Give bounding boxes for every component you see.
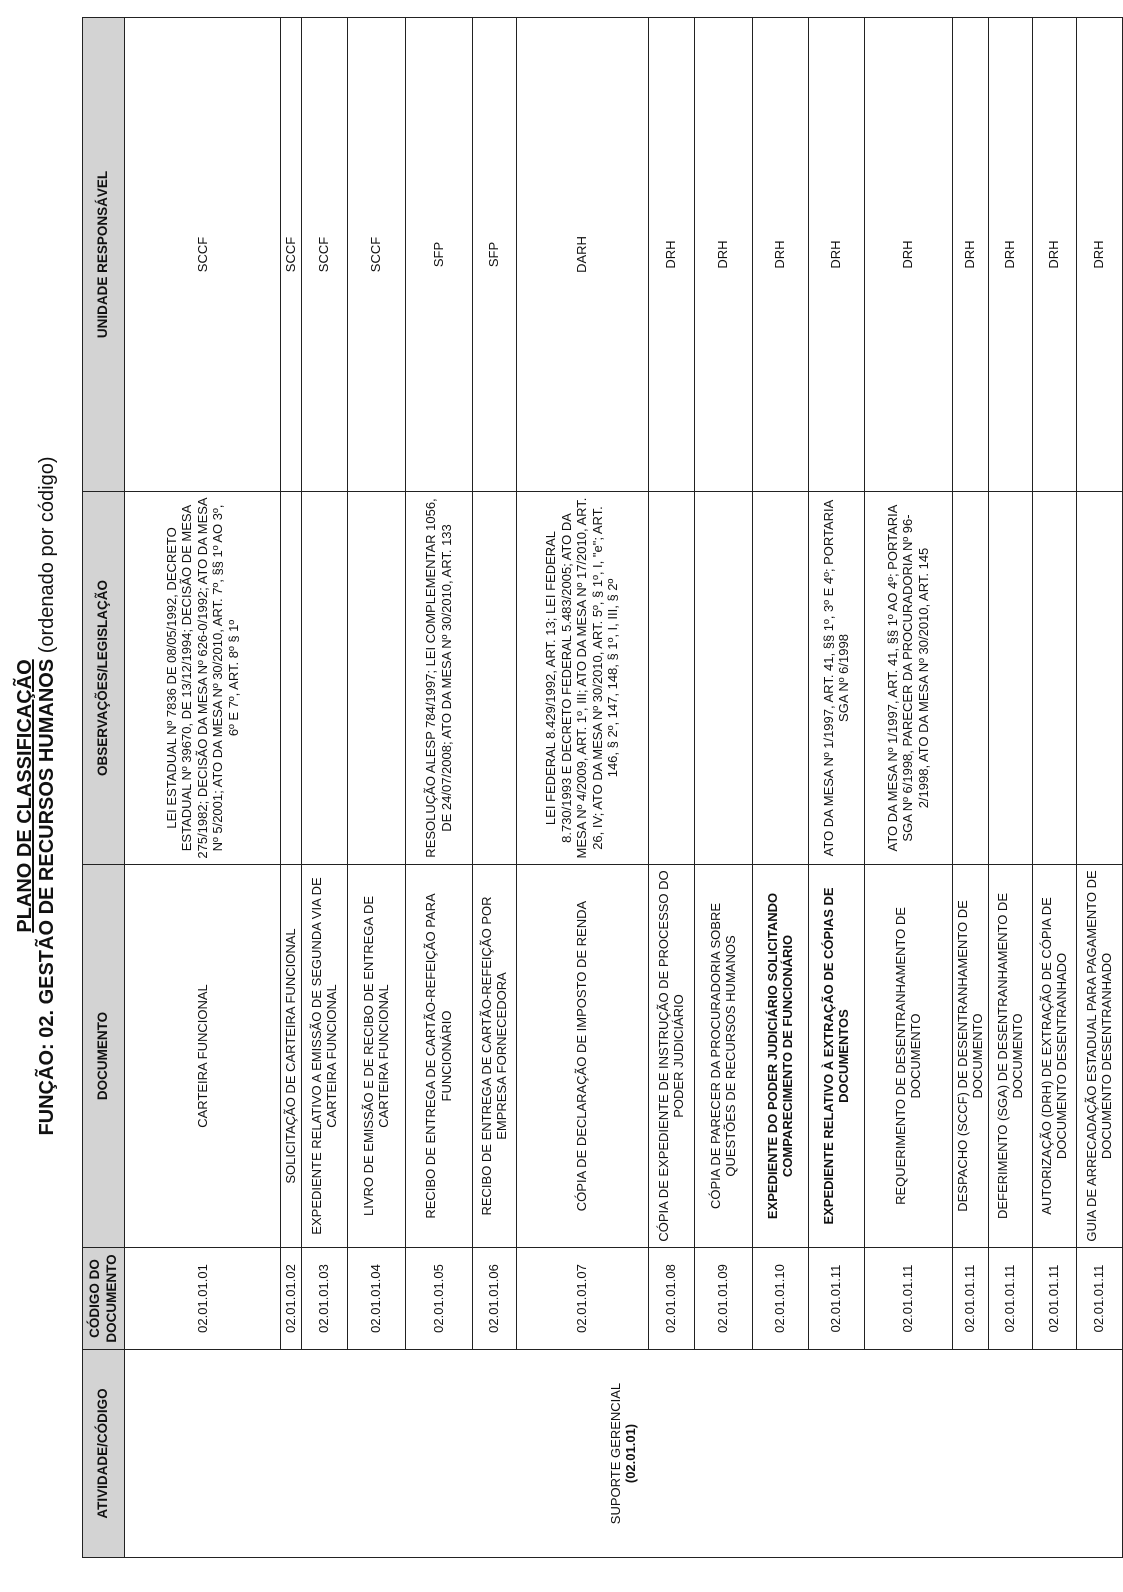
- responsible-unit-cell: DRH: [808, 18, 864, 492]
- responsible-unit-cell: SFP: [472, 18, 516, 492]
- legislation-cell: [648, 492, 694, 865]
- responsible-unit-cell: DRH: [648, 18, 694, 492]
- document-name-cell: LIVRO DE EMISSÃO E DE RECIBO DE ENTREGA DE CARTEIRA FUNCIONAL: [347, 865, 405, 1248]
- document-code-cell: 02.01.01.11: [1076, 1248, 1122, 1350]
- responsible-unit-cell: SCCF: [281, 18, 302, 492]
- header-observacoes: OBSERVAÇÕES/LEGISLAÇÃO: [83, 492, 125, 865]
- document-name-cell: CÓPIA DE PARECER DA PROCURADORIA SOBRE QUESTÕES DE RECURSOS HUMANOS: [694, 865, 752, 1248]
- table-row: [516, 18, 648, 1558]
- document-name-cell: CARTEIRA FUNCIONAL: [125, 865, 281, 1248]
- classification-table-main: [82, 17, 1123, 1558]
- legislation-cell: [281, 492, 302, 865]
- function-title: [36, 0, 59, 1592]
- header-codigo: CÓDIGO DO DOCUMENTO: [83, 1248, 125, 1350]
- legislation-cell: RESOLUÇÃO ALESP 784/1997; LEI COMPLEMENTAR 1056, DE 24/07/2008; ATO DA MESA Nº 30/2010, ART. 133: [405, 492, 472, 865]
- header-documento: DOCUMENTO: [83, 865, 125, 1248]
- document-code-cell: 02.01.01.01: [125, 1248, 281, 1350]
- document-name-cell: EXPEDIENTE DO PODER JUDICIÁRIO SOLICITANDO COMPARECIMENTO DE FUNCIONÁRIO: [752, 865, 808, 1248]
- legislation-cell: [1032, 492, 1076, 865]
- document-name-cell: RECIBO DE ENTREGA DE CARTÃO-REFEIÇÃO POR EMPRESA FORNECEDORA: [472, 865, 516, 1248]
- responsible-unit-cell: DRH: [1032, 18, 1076, 492]
- document-name-cell: EXPEDIENTE RELATIVO À EXTRAÇÃO DE CÓPIAS DE DOCUMENTOS: [808, 865, 864, 1248]
- responsible-unit-cell: DRH: [952, 18, 988, 492]
- document-code-cell: 02.01.01.09: [694, 1248, 752, 1350]
- responsible-unit-cell: DRH: [694, 18, 752, 492]
- table-row: [472, 18, 516, 1558]
- responsible-unit-cell: DRH: [864, 18, 952, 492]
- activity-code: (02.01.01): [623, 1423, 639, 1484]
- responsible-unit-cell: DRH: [752, 18, 808, 492]
- activity-name: SUPORTE GERENCIAL: [607, 1382, 623, 1525]
- function-order-note: (ordenado por código): [36, 456, 58, 654]
- table-row: [808, 18, 864, 1558]
- table-row: [648, 18, 694, 1558]
- document-code-cell: 02.01.01.03: [301, 1248, 347, 1350]
- document-name-cell: CÓPIA DE EXPEDIENTE DE INSTRUÇÃO DE PROCESSO DO PODER JUDICIÁRIO: [648, 865, 694, 1248]
- document-name-cell: REQUERIMENTO DE DESENTRANHAMENTO DE DOCUMENTO: [864, 865, 952, 1248]
- document-code-cell: 02.01.01.11: [1032, 1248, 1076, 1350]
- document-code-cell: 02.01.01.11: [952, 1248, 988, 1350]
- legislation-cell: [1076, 492, 1122, 865]
- legislation-cell: [988, 492, 1032, 865]
- table-row: [752, 18, 808, 1558]
- document-name-cell: SOLICITAÇÃO DE CARTEIRA FUNCIONAL: [281, 865, 302, 1248]
- legislation-cell: LEI ESTADUAL Nº 7836 DE 08/05/1992, DECRETO ESTADUAL Nº 39670, DE 13/12/1994; DECISÃO DE MESA 275/1982; DECISÃO DA MESA Nº 626-0/1992; ATO DA MESA Nº 5/2001; ATO DA MESA Nº 30/2010, ART. 7º, §§ 1º AO 3º, 6º E 7º, ART. 8º § 1º: [125, 492, 281, 865]
- document-code-cell: 02.01.01.02: [281, 1248, 302, 1350]
- document-name-cell: AUTORIZAÇÃO (DRH) DE EXTRAÇÃO DE CÓPIA DE DOCUMENTO DESENTRANHADO: [1032, 865, 1076, 1248]
- legislation-cell: [472, 492, 516, 865]
- table-row: [1076, 18, 1122, 1558]
- document-code-cell: 02.01.01.11: [808, 1248, 864, 1350]
- activity-cell: [125, 1350, 1123, 1558]
- table-row: [694, 18, 752, 1558]
- legislation-cell: [952, 492, 988, 865]
- table-row: [952, 18, 988, 1558]
- table-row: [301, 18, 347, 1558]
- document-name-cell: EXPEDIENTE RELATIVO A EMISSÃO DE SEGUNDA VIA DE CARTEIRA FUNCIONAL: [301, 865, 347, 1248]
- document-name-cell: RECIBO DE ENTREGA DE CARTÃO-REFEIÇÃO PARA FUNCIONÁRIO: [405, 865, 472, 1248]
- responsible-unit-cell: SCCF: [301, 18, 347, 492]
- document-code-cell: 02.01.01.05: [405, 1248, 472, 1350]
- document-code-cell: 02.01.01.11: [988, 1248, 1032, 1350]
- document-code-cell: 02.01.01.11: [864, 1248, 952, 1350]
- table-row: [347, 18, 405, 1558]
- document-code-cell: 02.01.01.10: [752, 1248, 808, 1350]
- document-code-cell: 02.01.01.04: [347, 1248, 405, 1350]
- responsible-unit-cell: SFP: [405, 18, 472, 492]
- document-code-cell: 02.01.01.08: [648, 1248, 694, 1350]
- document-name-cell: DEFERIMENTO (SGA) DE DESENTRANHAMENTO DE DOCUMENTO: [988, 865, 1032, 1248]
- legislation-cell: ATO DA MESA Nº 1/1997, ART. 41, §§ 1º AO 4º; PORTARIA SGA Nº 6/1998, PARECER DA PROCURADORIA Nº 96-2/1998, ATO DA MESA Nº 30/2010, ART. 145: [864, 492, 952, 865]
- document-name-cell: GUIA DE ARRECADAÇÃO ESTADUAL PARA PAGAMENTO DE DOCUMENTO DESENTRANHADO: [1076, 865, 1122, 1248]
- function-name: FUNÇÃO: 02. GESTÃO DE RECURSOS HUMANOS: [36, 658, 58, 1136]
- responsible-unit-cell: DRH: [1076, 18, 1122, 492]
- header-unidade: UNIDADE RESPONSÁVEL: [83, 18, 125, 492]
- header-row: [83, 18, 125, 1558]
- responsible-unit-cell: SCCF: [347, 18, 405, 492]
- table-row: [125, 18, 281, 1558]
- document-name-cell: DESPACHO (SCCF) DE DESENTRANHAMENTO DE DOCUMENTO: [952, 865, 988, 1248]
- table-row: [281, 18, 302, 1558]
- legislation-cell: LEI FEDERAL 8.429/1992, ART. 13; LEI FEDERAL 8.730/1993 E DECRETO FEDERAL 5.483/2005; ATO DA MESA Nº 4/2009, ART. 1º, III; ATO DA MESA Nº 17/2010, ART. 26, IV; ATO DA MESA Nº 30/2010, ART. 5º, § 1º, I, "e"; ART. 146, § 2º, 147, 148, § 1º, I, III, § 2º: [516, 492, 648, 865]
- page-title: PLANO DE CLASSIFICAÇÃO: [14, 659, 36, 933]
- header-atividade: ATIVIDADE/CÓDIGO: [83, 1350, 125, 1558]
- legislation-cell: [694, 492, 752, 865]
- document-code-cell: 02.01.01.07: [516, 1248, 648, 1350]
- document-name-cell: CÓPIA DE DECLARAÇÃO DE IMPOSTO DE RENDA: [516, 865, 648, 1248]
- table-row: [1032, 18, 1076, 1558]
- table-row: [405, 18, 472, 1558]
- legislation-cell: [752, 492, 808, 865]
- responsible-unit-cell: DARH: [516, 18, 648, 492]
- table-row: [988, 18, 1032, 1558]
- responsible-unit-cell: SCCF: [125, 18, 281, 492]
- table-row: [864, 18, 952, 1558]
- document-code-cell: 02.01.01.06: [472, 1248, 516, 1350]
- legislation-cell: [301, 492, 347, 865]
- responsible-unit-cell: DRH: [988, 18, 1032, 492]
- legislation-cell: [347, 492, 405, 865]
- legislation-cell: ATO DA MESA Nº 1/1997, ART. 41, §§ 1º, 3º E 4º; PORTARIA SGA Nº 6/1998: [808, 492, 864, 865]
